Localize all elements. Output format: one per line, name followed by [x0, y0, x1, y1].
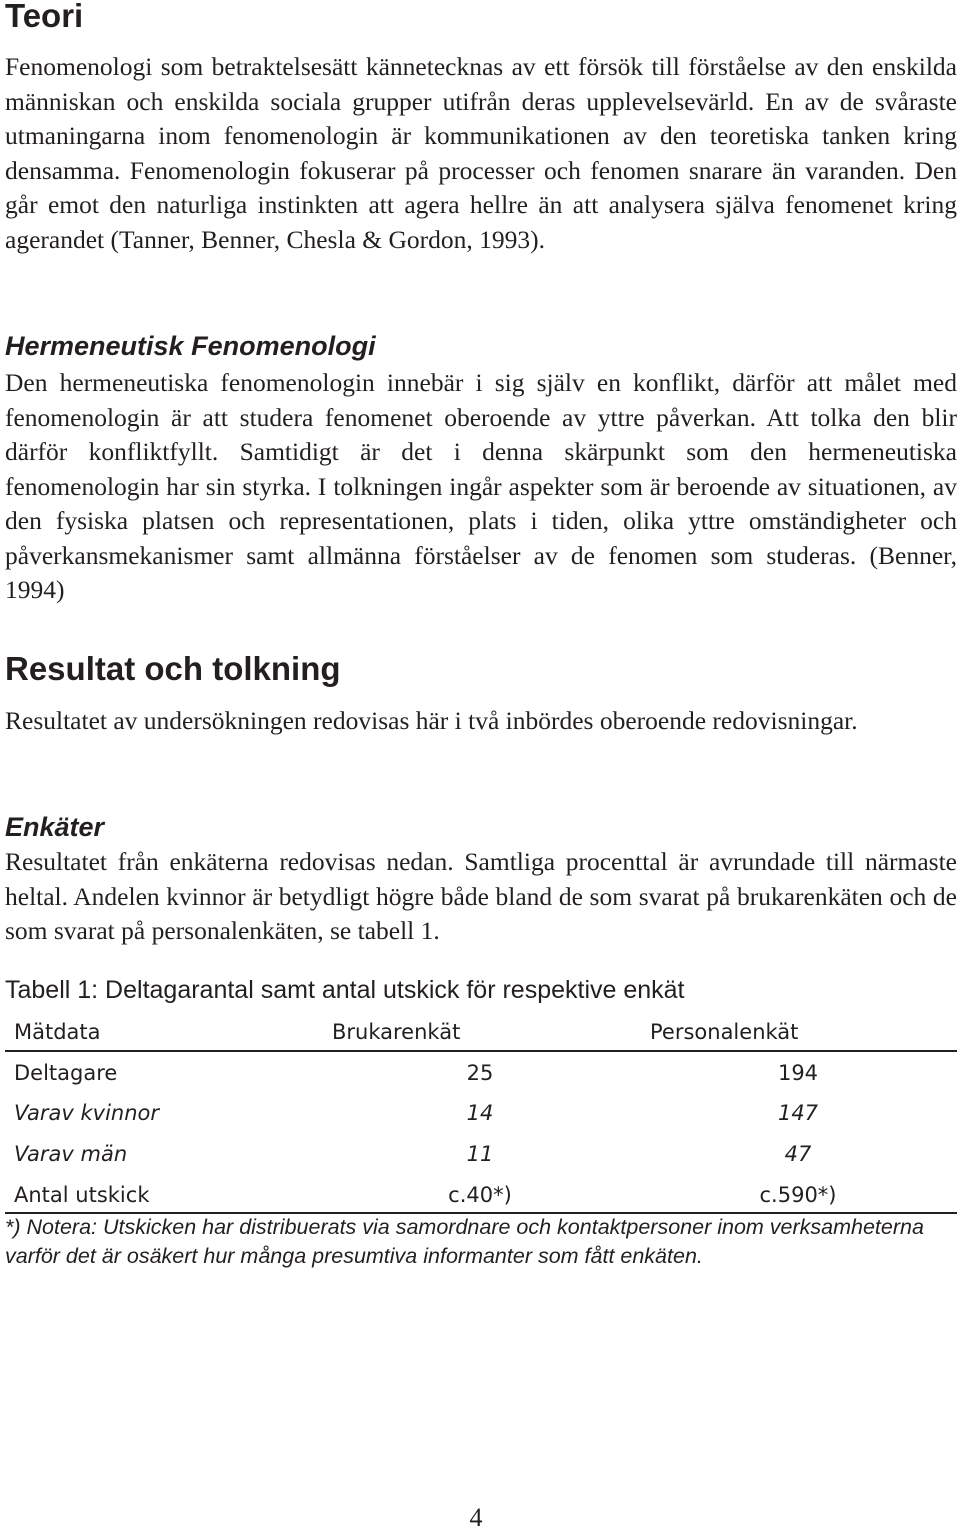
paragraph-hermeneutisk: Den hermeneutiska fenomenologin innebär i sig själv en konflikt, därför att målet med fenomenologin är att studera fenomenet oberoende av yttre påverkan. Att tolka den blir därför konfliktfyllt. Samtidigt är det i denna skärpunkt som den hermeneutiska fenomenologin har sin styrka. I tolkningen ingår aspekter som är beroende av situationen, av den fysiska platsen och representationen, plats i tiden, olika yttre omständigheter och påverkansmekanismer samt allmänna förståelser av de fenomen som studeras. (Benner, 1994)	[5, 368, 957, 604]
table-cell-value: 147	[777, 1101, 819, 1125]
table-cell-value: 14	[466, 1101, 494, 1125]
table-header-cell: Mätdata	[14, 1020, 101, 1044]
table-row	[0, 1138, 960, 1172]
section-heading-enkater: Enkäter	[5, 812, 105, 842]
table-row	[0, 1179, 960, 1213]
paragraph-teori: Fenomenologi som betraktelsesätt kännetecknas av ett försök till förståelse av den enskilda människan och enskilda sociala grupper utifrån deras upplevelsevärld. En av de svåraste utmaningarna inom fenomenologin är kommunikationen av den teoretiska tanken kring densamma. Fenomenologin fokuserar på processer och fenomen snarare än varanden. Den går emot den naturliga instinkten att agera hellre än att analysera själva fenomenet kring agerandet (Tanner, Benner, Chesla & Gordon, 1993).	[5, 52, 957, 254]
section-heading-hermeneutisk: Hermeneutisk Fenomenologi	[5, 331, 376, 361]
table-cell-label: Deltagare	[14, 1061, 118, 1085]
table-cell-value: c.590*)	[759, 1183, 837, 1207]
table-header-row	[0, 1016, 960, 1048]
table-cell-value: 11	[466, 1142, 494, 1166]
section-heading-teori: Teori	[5, 0, 84, 34]
paragraph-enkater: Resultatet från enkäterna redovisas nedan. Samtliga procenttal är avrundade till närmaste heltal. Andelen kvinnor är betydligt högre både bland de som svarat på brukarenkäten och de som svarat på personalenkäten, se tabell 1.	[5, 847, 957, 945]
page-number: 4	[469, 1503, 483, 1532]
table-cell-label: Varav kvinnor	[14, 1101, 160, 1125]
section-heading-resultat: Resultat och tolkning	[5, 650, 341, 687]
table-cell-label: Varav män	[14, 1142, 128, 1166]
table-row	[0, 1097, 960, 1131]
table-cell-label: Antal utskick	[14, 1183, 150, 1207]
table-row	[0, 1057, 960, 1091]
table-header-divider	[5, 1050, 957, 1052]
table-cell-value: 47	[784, 1142, 812, 1166]
table-header-cell: Brukarenkät	[332, 1020, 461, 1044]
table-cell-value: c.40*)	[448, 1183, 512, 1207]
table-footnote: *) Notera: Utskicken har distribuerats via samordnare och kontaktpersoner inom verksamheterna varför det är osäkert hur många presumtiva informanter som fått enkäten.	[5, 1215, 924, 1268]
table-cell-value: 25	[466, 1061, 494, 1085]
table-header-cell: Personalenkät	[650, 1020, 799, 1044]
paragraph-resultat: Resultatet av undersökningen redovisas här i två inbördes oberoende redovisningar.	[5, 706, 858, 735]
table-cell-value: 194	[777, 1061, 819, 1085]
table-caption: Tabell 1: Deltagarantal samt antal utskick för respektive enkät	[5, 976, 685, 1004]
